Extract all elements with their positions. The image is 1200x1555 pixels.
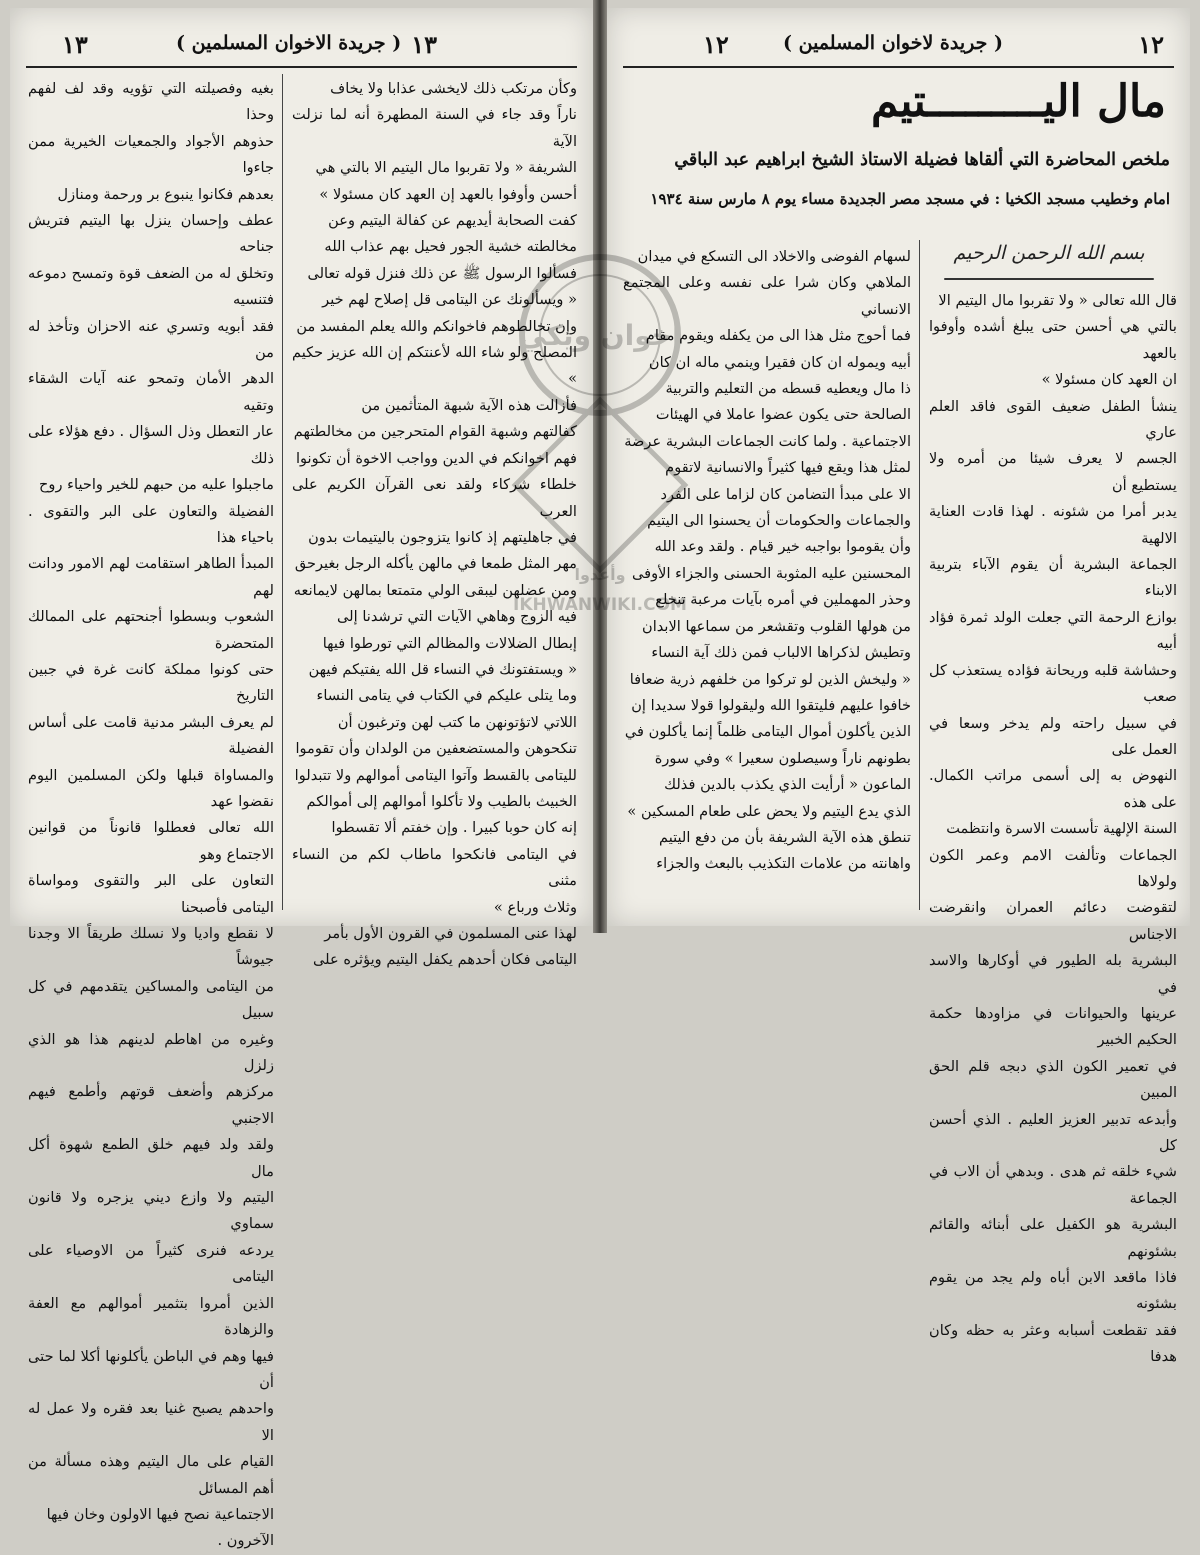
text-line: اللاتي لاتؤتونهن ما كتب لهن وترغبون أن — [337, 713, 577, 731]
text-line: لليتامى بالقسط وآتوا اليتامى أموالهم ولا تتبدلوا — [294, 766, 577, 784]
text-line: خافوا عليهم فليتقوا الله وليقولوا قولا سديدا إن — [631, 696, 911, 714]
text-line: تنطق هذه الآية الشريفة بأن من دفع اليتيم — [658, 828, 911, 846]
text-line: الماعون « أرأيت الذي يكذب بالدين فذلك — [664, 776, 911, 794]
text-line: المحسنين عليه المثوبة الحسنى والجزاء الأوفى — [631, 564, 911, 582]
page-number: ١٣ — [411, 30, 437, 59]
watermark-motto: وأعدوا — [574, 565, 626, 584]
text-line: عطف وإحسان ينزل بها اليتيم فتريش جناحه — [28, 212, 274, 256]
text-line: لتقوضت دعائم العمران وانقرضت الاجناس — [929, 899, 1177, 943]
text-line: اليتامى فكان أحدهم يكفل اليتيم ويؤثره على — [312, 951, 577, 969]
text-line: فيه الزوج وهاهي الآيات التي ترشدنا إلى — [337, 608, 577, 626]
column-rule — [282, 74, 283, 910]
text-line: وتخلق له من الضعف قوة وتمسح دموعه فتنسيه — [28, 264, 274, 309]
text-line: والجماعات والحكومات أن يحسنوا الى اليتيم — [647, 512, 911, 530]
text-line: يدبر أمرا من شئونه . لهذا قادت العناية الالهية — [929, 503, 1177, 547]
text-line: لم يعرف البشر مدنية قامت على أساس الفضيلة — [28, 713, 274, 758]
text-line: من هولها القلوب وتقشعر من سماعها الابدان — [641, 617, 911, 635]
text-line: بوازع الرحمة التي جعلت الولد ثمرة فؤاد أبيه — [929, 608, 1177, 653]
text-line: الا على مبدأ التضامن كان لزاما على الفرد — [660, 485, 911, 503]
text-line: فهم اخوانكم في الدين وواجب الاخوة أن تكونوا — [295, 449, 577, 467]
calligraphy-flourish — [944, 278, 1154, 280]
text-line: بعدهم فكانوا ينبوع بر ورحمة ومنازل — [57, 185, 274, 203]
newspaper-name: ( جريدة الاخوان المسلمين ) — [176, 32, 402, 54]
text-line: فسألوا الرسول ﷺ عن ذلك فنزل قوله تعالى — [307, 264, 577, 282]
watermark-arabic: إخوان ويكي — [518, 319, 682, 352]
text-line: أحسن وأوفوا بالعهد إن العهد كان مسئولا » — [319, 185, 577, 203]
text-line: فاذا ماقعد الابن أباه ولم يجد من يقوم بشئونه — [929, 1269, 1177, 1313]
basmala-text: بسم الله الرحمن الرحيم — [953, 242, 1145, 264]
text-line: الجماعة البشرية أن يقوم الآباء بتربية الابناء — [929, 556, 1177, 600]
book-gutter — [593, 0, 607, 933]
right-page — [607, 8, 1190, 1366]
text-line: أبيه ويموله ان كان فقيرا وينمي ماله ان كان — [648, 353, 911, 371]
text-line: حتى كونوا مملكة كانت غرة في جبين التاريخ — [28, 660, 274, 705]
text-line: فما أحوج مثل هذا الى من يكفله ويقوم مقام — [645, 327, 911, 345]
text-line: المصلح ولو شاء الله لأعنتكم إن الله عزيز حكيم » — [292, 344, 577, 388]
text-line: إبطال الضلالات والمظالم التي تورطوا فيها — [322, 634, 577, 652]
text-line: عار التعطل وذل السؤال . دفع هؤلاء على ذلك — [28, 423, 274, 467]
text-line: النهوض به إلى أسمى مراتب الكمال. على هذه — [929, 767, 1177, 811]
article-column — [28, 76, 274, 1550]
newspaper-name: ( جريدة لاخوان المسلمين ) — [783, 32, 1003, 54]
text-line: في اليتامى فانكحوا ماطاب لكم من النساء مثنى — [292, 845, 577, 890]
page-number: ١٣ — [62, 30, 88, 59]
text-line: إنه كان حوبا كبيرا . وإن خفتم ألا تقسطوا — [331, 819, 577, 837]
text-line: الجسم لا يعرف شيئا من أمره ولا يستطيع أن — [929, 450, 1177, 494]
text-line: « ويستفتونك في النساء قل الله يفتيكم فيهن — [308, 660, 577, 678]
article-title: مال اليـــــــــتيم — [870, 76, 1166, 127]
text-line: وما يتلى عليكم في الكتاب في يتامى النساء — [316, 687, 577, 705]
text-line: في جاهليتهم إذ كانوا يتزوجون باليتيمات بدون — [308, 528, 577, 546]
text-line: وغيره من اهاطم لدينهم هذا هو الذي زلزل — [28, 1030, 274, 1075]
text-line: وتطيش لذكراها الالباب فمن ذلك آية النساء — [651, 644, 911, 662]
text-line: في تعمير الكون الذي دبجه قلم الحق المبين — [929, 1057, 1177, 1102]
text-line: ولقد ولد فيهم خلق الطمع شهوة أكل مال — [28, 1136, 274, 1180]
text-line: لمثل هذا ويقع فيها كثيراً والانسانية لاتقوم — [665, 459, 911, 477]
text-line: لسهام الفوضى والاخلاد الى التسكع في ميدان — [637, 248, 911, 265]
article-column — [292, 76, 577, 969]
page-number: ١٢ — [1138, 30, 1164, 59]
text-line: مهر المثل طمعا في مالهن يأكله الرجل بغيرحق — [294, 555, 577, 573]
text-line: شيء خلقه ثم هدى . وبدهي أن الاب في الجماعة — [929, 1163, 1177, 1207]
text-line: فقد أبويه وتسري عنه الاحزان وتأخذ له من — [28, 317, 274, 362]
text-line: الفضيلة والتعاون على البر والتقوى . باحياء هذا — [28, 502, 274, 546]
text-line: والمساواة قبلها ولكن المسلمين اليوم نقضوا عهد — [28, 766, 274, 810]
page-header-12 — [623, 26, 1174, 68]
text-line: فأزالت هذه الآية شبهة المتأثمين من — [361, 396, 577, 414]
article-column — [623, 244, 911, 918]
text-line: ومن عضلهن ليبقى الولي متمتعا بمالهن لايمانعه — [293, 581, 577, 599]
text-line: البشرية هو الكفيل على أبنائه والقائم بشئونهم — [929, 1216, 1177, 1260]
text-line: حذوهم الأجواد والجمعيات الخيرية ممن جاءوا — [28, 132, 274, 177]
text-line: من اليتامى والمساكين يتقدمهم في كل سبيل — [28, 977, 274, 1022]
text-line: الجماعات وتألفت الامم وعمر الكون ولولاها — [929, 846, 1177, 890]
text-line: تنكحوهن والمستضعفين من الولدان وأن تقوموا — [295, 740, 577, 758]
text-line: القيام على مال اليتيم وهذه مسألة من أهم المسائل — [28, 1453, 274, 1497]
text-line: وإن تخالطوهم فاخوانكم والله يعلم المفسد من — [296, 317, 577, 335]
text-line: قال الله تعالى « ولا تقربوا مال اليتيم الا — [938, 292, 1177, 309]
text-line: الاجتماعية نصح فيها الاولون وخان فيها — [46, 1505, 274, 1523]
text-line: وثلاث ورباع » — [493, 898, 577, 916]
text-line: الذي يدع اليتيم ولا يحض على طعام المسكين » — [627, 802, 911, 820]
page-number: ١٢ — [703, 30, 729, 59]
text-line: وحشاشة قلبه وريحانة فؤاده يستعذب كل صعب — [929, 661, 1177, 706]
text-line: الله تعالى فعطلوا قانوناً من قوانين الاجتماع وهو — [28, 819, 274, 863]
text-line: لا نقطع واديا ولا نسلك طريقاً الا وجدنا جيوشاً — [28, 925, 274, 969]
text-line: « وليخش الذين لو تركوا من خلفهم ذرية ضعافا — [629, 670, 911, 688]
text-line: ينشأ الطفل ضعيف القوى فاقد العلم عاري — [929, 397, 1177, 442]
text-line: الشريفة « ولا تقربوا مال اليتيم الا بالتي هي — [315, 159, 577, 177]
text-line: يردعه فنرى كثيراً من الاوصياء على اليتامى — [28, 1241, 274, 1286]
text-line: واحدهم يصبح غنيا بعد فقره ولا عمل له الا — [28, 1400, 274, 1444]
text-line: التعاون على البر والتقوى ومواساة اليتامى فأصبحنا — [28, 872, 274, 916]
text-line: بطونهم ناراً وسيصلون سعيرا » وفي سورة — [654, 749, 911, 767]
text-line: خلطاء شركاء ولقد نعى القرآن الكريم على العرب — [292, 476, 577, 520]
article-subtitle: ملخص المحاضرة التي ألقاها فضيلة الاستاذ الشيخ ابراهيم عبد الباقي — [674, 150, 1170, 170]
text-line: الصالحة حتى يكون عضوا عاملا في الهيئات — [655, 406, 911, 424]
text-line: مركزهم وأضعف قوتهم وأطمع فيهم الاجنبي — [28, 1083, 274, 1127]
text-line: الشعوب وبسطوا أجنحتهم على الممالك المتحضرة — [28, 608, 274, 652]
text-line: ناراً وقد جاء في السنة المطهرة أنه لما نزلت الآية — [292, 106, 577, 150]
text-line: الملاهي وكان شرا على نفسه وعلى المجتمع الانساني — [623, 274, 911, 318]
text-line: وأبدعه تدبير العزيز العليم . الذي أحسن كل — [929, 1110, 1177, 1154]
article-byline: امام وخطيب مسجد الكخيا : في مسجد مصر الجديدة مساء يوم ٨ مارس سنة ١٩٣٤ — [650, 190, 1170, 208]
text-line: عرينها والحيوانات في مزاودها حكمة الحكيم الخبير — [929, 1004, 1177, 1049]
text-line: الذين يأكلون أموال اليتامى ظلماً إنما يأكلون في — [624, 723, 911, 741]
text-line: وحذر المهملين في أمره بآيات مرعبة تنخلع — [655, 591, 911, 609]
left-page — [10, 8, 593, 1550]
text-line: الآخرون . — [217, 1532, 274, 1550]
watermark-url: IKHWANWIKI.COM — [513, 595, 687, 615]
text-line: بغيه وفصيلته التي تؤويه وقد لف لفهم وحذا — [28, 80, 274, 124]
basmala-calligraphy — [944, 242, 1154, 282]
text-line: كفالتهم وشبهة القوام المتحرجين من مخالطتهم — [293, 423, 577, 441]
column-rule — [919, 240, 920, 910]
text-line: وكأن مرتكب ذلك لايخشى عذابا ولا يخاف — [330, 80, 577, 97]
text-line: ذا مال ويعطيه قسطه من التعليم والتربية — [665, 380, 911, 398]
text-line: اليتيم ولا وازع ديني يزجره ولا قانون سماوي — [28, 1189, 274, 1233]
article-column — [929, 288, 1177, 1366]
text-line: « ويسألونك عن اليتامى قل إصلاح لهم خير — [322, 291, 577, 309]
text-line: ماجبلوا عليه من حبهم للخير واحياء روح — [38, 476, 274, 494]
text-line: فيها وهم في الباطن يأكلونها أكلا لما حتى أن — [28, 1347, 274, 1391]
text-line: ان العهد كان مسئولا » — [1041, 371, 1177, 389]
text-line: في سبيل راحته ولم يدخر وسعا في العمل على — [929, 714, 1177, 758]
text-line: البشرية بله الطيور في أوكارها والاسد في — [929, 952, 1177, 996]
text-line: المبدأ الطاهر استقامت لهم الامور ودانت لهم — [28, 555, 274, 599]
text-line: الدهر الأمان وتمحو عنه آيات الشقاء وتقيه — [28, 370, 274, 414]
text-line: لهذا عنى المسلمون في القرون الأول بأمر — [324, 925, 577, 942]
text-line: فقد تقطعت أسبابه وعثر به حظه وكان هدفا — [929, 1321, 1177, 1366]
text-line: وأن يقوموا بواجبه خير قيام . ولقد وعد الله — [654, 538, 911, 556]
text-line: بالتي هي أحسن حتى يبلغ أشده وأوفوا بالعهد — [929, 318, 1177, 362]
page-header-13 — [26, 26, 577, 68]
text-line: الخبيث بالطيب ولا تأكلوا أموالهم إلى أموالكم — [306, 792, 577, 810]
text-line: الاجتماعية . ولما كانت الجماعات البشرية عرضة — [624, 432, 911, 450]
text-line: مخالطته خشية الجور فحيل بهم عذاب الله — [324, 238, 577, 256]
text-line: السنة الإلهية تأسست الاسرة وانتظمت — [946, 820, 1177, 838]
text-line: الذين أمروا بتثمير أموالهم مع العفة والزهادة — [28, 1294, 274, 1339]
text-line: واهانته من علامات التكذيب بالبعث والجزاء — [656, 855, 911, 873]
text-line: كفت الصحابة أيديهم عن كفالة اليتيم وعن — [328, 212, 577, 230]
